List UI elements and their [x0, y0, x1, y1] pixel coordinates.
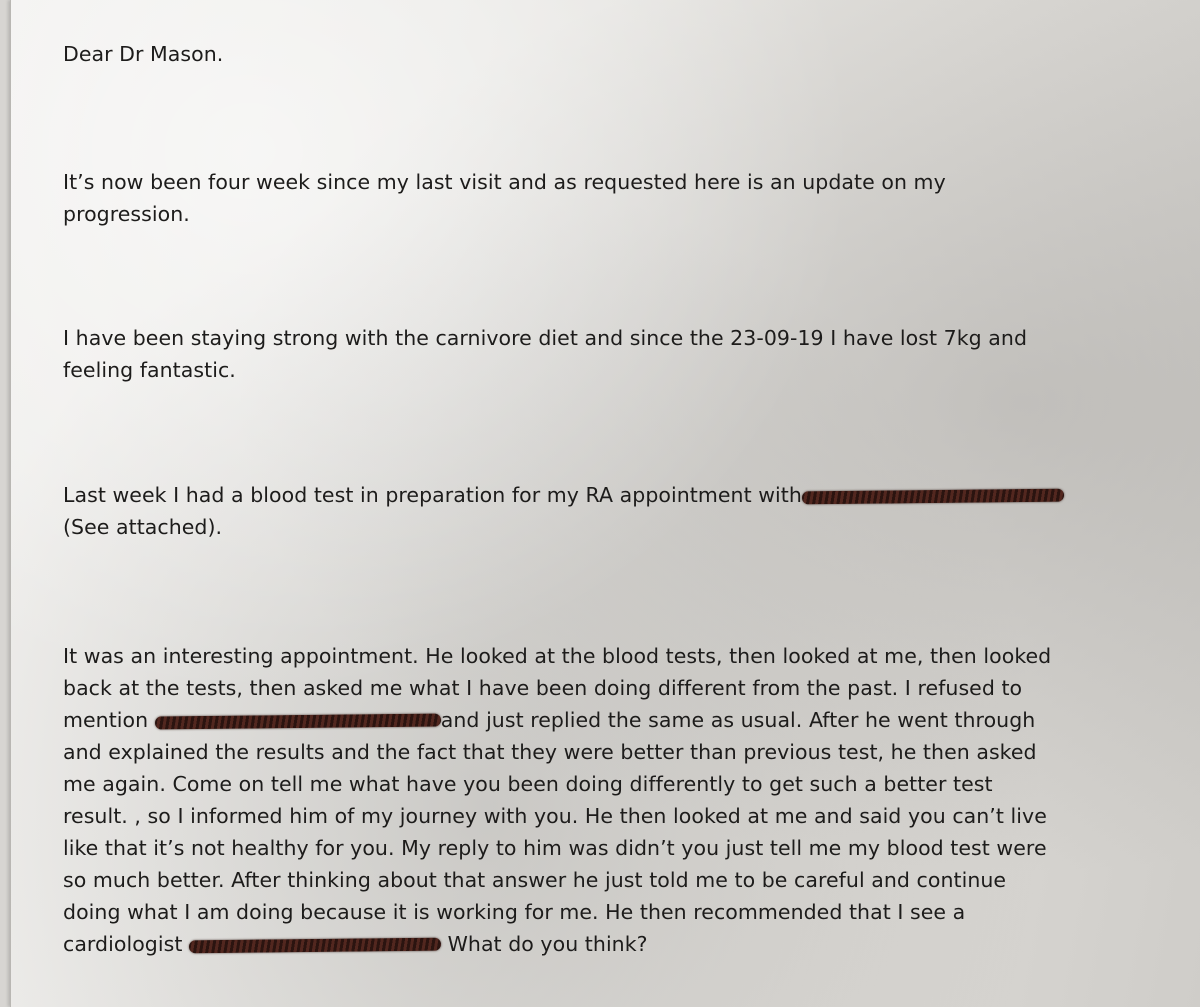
redaction-mark	[155, 713, 441, 729]
paragraph-4-line-8: so much better. After thinking about that answer he just told me to be careful and continue	[63, 868, 1007, 892]
paragraph-2-line-1: I have been staying strong with the carnivore diet and since the 23-09-19 I have lost 7kg and	[63, 326, 1028, 350]
paragraph-3-line-2: (See attached).	[63, 515, 223, 539]
paragraph-4-line-10-start: cardiologist	[63, 932, 183, 956]
salutation: Dear Dr Mason.	[63, 42, 224, 66]
paragraph-4-line-2: back at the tests, then asked me what I have been doing different from the past. I refused to	[63, 676, 1023, 700]
paragraph-3-line-1-text: Last week I had a blood test in preparation for my RA appointment with	[63, 483, 802, 507]
paragraph-4-line-6: result. , so I informed him of my journey with you. He then looked at me and said you can’t live	[63, 804, 1047, 828]
paragraph-4-line-4: and explained the results and the fact that they were better than previous test, he then asked	[63, 740, 1037, 764]
redaction-mark	[802, 488, 1064, 504]
paragraph-4-line-7: like that it’s not healthy for you. My reply to him was didn’t you just tell me my blood test were	[63, 836, 1047, 860]
redaction-mark	[189, 937, 441, 953]
paragraph-1-line-2: progression.	[63, 202, 190, 226]
show-through-text	[71, 118, 411, 136]
paragraph-4-line-3-start: mention	[63, 708, 149, 732]
paragraph-4-line-3	[63, 704, 1035, 736]
paragraph-4-line-9: doing what I am doing because it is working for me. He then recommended that I see a	[63, 900, 966, 924]
paragraph-4-line-10	[63, 928, 648, 960]
paragraph-4-line-10-end: What do you think?	[447, 932, 648, 956]
letter-page	[10, 0, 1200, 1007]
paragraph-1-line-1: It’s now been four week since my last visit and as requested here is an update on my	[63, 170, 946, 194]
paragraph-2-line-2: feeling fantastic.	[63, 358, 236, 382]
paragraph-3-line-1	[63, 479, 1064, 511]
paragraph-4-line-5: me again. Come on tell me what have you been doing differently to get such a better test	[63, 772, 993, 796]
paragraph-4-line-3-end: and just replied the same as usual. After he went through	[440, 708, 1036, 732]
paragraph-4-line-1: It was an interesting appointment. He looked at the blood tests, then looked at me, then looked	[63, 644, 1052, 668]
